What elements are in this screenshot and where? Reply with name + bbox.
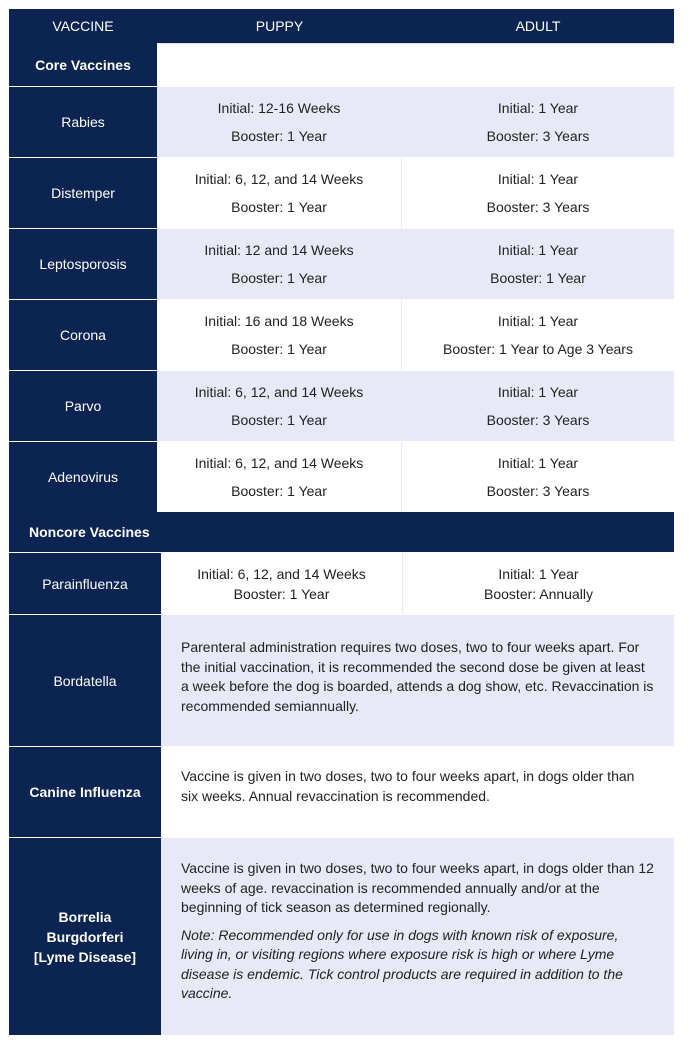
puppy-cell: Initial: 6, 12, and 14 Weeks Booster: 1 Year	[157, 371, 402, 441]
adult-cell: Initial: 1 Year Booster: 3 Years	[402, 87, 674, 157]
table-row	[9, 552, 674, 614]
vaccine-name: Distemper	[9, 158, 157, 228]
adult-cell: Initial: 1 Year Booster: 1 Year	[402, 229, 674, 299]
vaccine-name: Borrelia Burgdorferi [Lyme Disease]	[9, 838, 161, 1035]
noncore-vaccines-section	[9, 512, 674, 552]
table-row	[9, 157, 674, 228]
adult-cell: Initial: 1 Year Booster: Annually	[403, 553, 674, 614]
vaccine-name: Leptosporosis	[9, 229, 157, 299]
core-vaccines-label: Core Vaccines	[9, 43, 157, 86]
core-vaccines-section	[9, 43, 674, 86]
puppy-cell: Initial: 16 and 18 Weeks Booster: 1 Year	[157, 300, 402, 370]
vaccine-name: Corona	[9, 300, 157, 370]
table-row	[9, 746, 674, 837]
vaccine-name: Parvo	[9, 371, 157, 441]
vaccine-name: Canine Influenza	[9, 747, 161, 837]
description-cell: Vaccine is given in two doses, two to four weeks apart, in dogs older than six weeks. Annual revaccination is recommended.	[161, 747, 674, 837]
puppy-cell: Initial: 12-16 Weeks Booster: 1 Year	[157, 87, 402, 157]
description-cell: Parenteral administration requires two doses, two to four weeks apart. For the initial vaccination, it is recommended the second dose be given at least a week before the dog is boarded, attends a dog show, etc. Revaccination is recommended semiannually.	[161, 615, 674, 746]
table-row	[9, 86, 674, 157]
description-cell: Vaccine is given in two doses, two to four weeks apart, in dogs older than 12 weeks of age. revaccination is recommended annually and/or at the beginning of tick season as determined regionally. Note: Recommended only for use in dogs with known risk of exposure, living in, or visiting regions where exposure risk is high or where Lyme disease is endemic. Tick control products are required in addition to the vaccine.	[161, 838, 674, 1035]
table-row	[9, 299, 674, 370]
table-row	[9, 370, 674, 441]
table-header	[9, 9, 674, 43]
table-row	[9, 614, 674, 746]
header-vaccine: VACCINE	[52, 18, 114, 34]
vaccine-schedule-table	[9, 9, 674, 1035]
vaccine-name: Parainfluenza	[9, 553, 161, 614]
adult-cell: Initial: 1 Year Booster: 3 Years	[402, 371, 674, 441]
puppy-cell: Initial: 6, 12, and 14 Weeks Booster: 1 Year	[161, 553, 403, 614]
vaccine-name: Rabies	[9, 87, 157, 157]
note-text: Note: Recommended only for use in dogs with known risk of exposure, living in, or visiting regions where exposure risk is high or where Lyme disease is endemic. Tick control products are required in addition to the vaccine.	[181, 926, 623, 1001]
adult-cell: Initial: 1 Year Booster: 3 Years	[402, 442, 674, 512]
header-puppy: PUPPY	[255, 18, 304, 34]
puppy-cell: Initial: 6, 12, and 14 Weeks Booster: 1 Year	[157, 158, 402, 228]
noncore-vaccines-label: Noncore Vaccines	[29, 524, 150, 540]
puppy-cell: Initial: 12 and 14 Weeks Booster: 1 Year	[157, 229, 402, 299]
table-row	[9, 441, 674, 512]
table-row	[9, 228, 674, 299]
vaccine-name: Adenovirus	[9, 442, 157, 512]
header-adult: ADULT	[515, 18, 561, 34]
table-row	[9, 837, 674, 1035]
adult-cell: Initial: 1 Year Booster: 3 Years	[402, 158, 674, 228]
adult-cell: Initial: 1 Year Booster: 1 Year to Age 3 Years	[402, 300, 674, 370]
puppy-cell: Initial: 6, 12, and 14 Weeks Booster: 1 Year	[157, 442, 402, 512]
vaccine-name: Bordatella	[9, 615, 161, 746]
